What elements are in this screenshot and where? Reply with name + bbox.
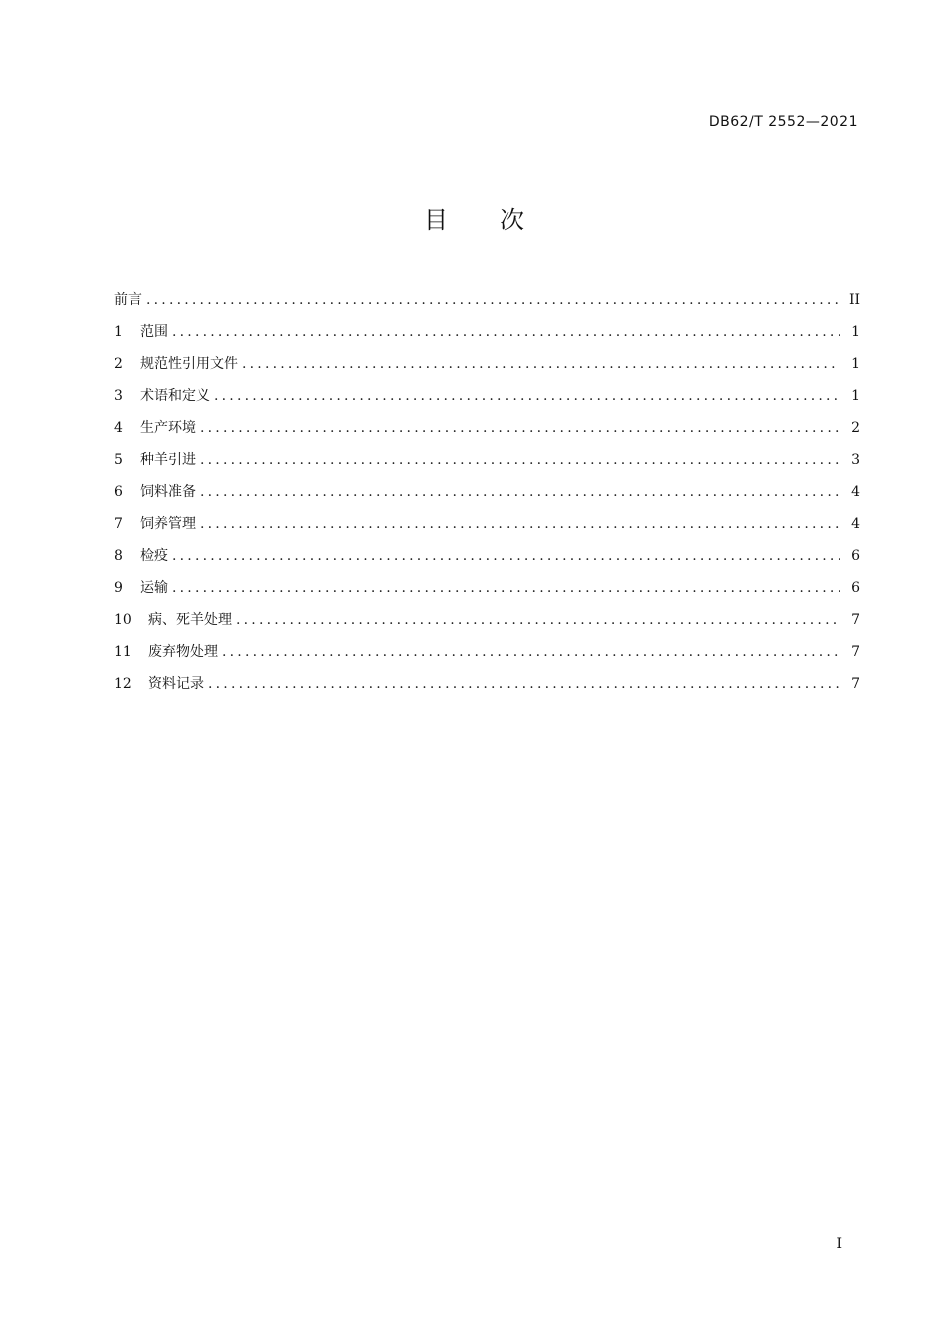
- toc-entry[interactable]: [114, 608, 860, 640]
- toc-entry-number: 7: [114, 516, 123, 532]
- toc-entry[interactable]: [114, 448, 860, 480]
- toc-entry-label: 运输: [140, 580, 168, 596]
- toc-entry-number: 12: [114, 676, 132, 692]
- toc-entry-page: 1: [851, 356, 860, 372]
- toc-entry-label: 种羊引进: [140, 452, 196, 468]
- toc-entry-number: 11: [114, 644, 132, 660]
- toc-entry-page: 6: [851, 548, 860, 564]
- toc-entry-page: II: [848, 292, 860, 308]
- page-title: [0, 200, 950, 235]
- toc-entry-label: 资料记录: [148, 676, 204, 692]
- toc-entry-label: 检疫: [140, 548, 168, 564]
- toc-entry[interactable]: [114, 320, 860, 352]
- toc-leader-dots: [200, 448, 840, 472]
- toc-leader-dots: [200, 416, 840, 440]
- toc-entry-number: 5: [114, 452, 123, 468]
- toc-entry-number: 2: [114, 356, 123, 372]
- toc-leader-dots: [146, 288, 840, 312]
- toc-entry-page: 1: [851, 324, 860, 340]
- toc-entry-page: 7: [851, 612, 860, 628]
- toc-leader-dots: [172, 544, 840, 568]
- toc-entry-number: 9: [114, 580, 123, 596]
- toc-entry-label: 范围: [140, 324, 168, 340]
- toc-entry-page: 4: [851, 516, 860, 532]
- table-of-contents: [114, 288, 860, 704]
- toc-entry-number: 6: [114, 484, 123, 500]
- toc-entry-number: 4: [114, 420, 123, 436]
- toc-entry[interactable]: [114, 512, 860, 544]
- toc-leader-dots: [172, 320, 840, 344]
- toc-entry-label: 废弃物处理: [148, 644, 218, 660]
- toc-entry-page: 6: [851, 580, 860, 596]
- toc-entry-label: 术语和定义: [140, 388, 210, 404]
- toc-entry[interactable]: [114, 544, 860, 576]
- toc-entry-number: 3: [114, 388, 123, 404]
- toc-entry-foreword[interactable]: [114, 288, 860, 320]
- toc-entry-label: 规范性引用文件: [140, 356, 238, 372]
- page-title-part1: 目: [424, 206, 450, 234]
- toc-entry-label: 生产环境: [140, 420, 196, 436]
- toc-leader-dots: [222, 640, 840, 664]
- toc-entry-page: 4: [851, 484, 860, 500]
- toc-entry[interactable]: [114, 576, 860, 608]
- toc-leader-dots: [172, 576, 840, 600]
- page-title-part2: 次: [500, 206, 526, 234]
- toc-entry[interactable]: [114, 416, 860, 448]
- toc-leader-dots: [242, 352, 840, 376]
- page-number: I: [836, 1236, 842, 1252]
- toc-entry-page: 3: [851, 452, 860, 468]
- toc-entry[interactable]: [114, 384, 860, 416]
- toc-entry-label: 病、死羊处理: [148, 612, 232, 628]
- toc-leader-dots: [200, 512, 840, 536]
- toc-leader-dots: [208, 672, 840, 696]
- toc-entry-number: 1: [114, 324, 123, 340]
- toc-entry-label: 饲料准备: [140, 484, 196, 500]
- toc-entry-page: 7: [851, 644, 860, 660]
- toc-entry-page: 1: [851, 388, 860, 404]
- toc-leader-dots: [214, 384, 840, 408]
- toc-entry-label: 前言: [114, 292, 142, 308]
- document-code: DB62/T 2552—2021: [708, 114, 858, 130]
- toc-entry[interactable]: [114, 480, 860, 512]
- toc-entry[interactable]: [114, 352, 860, 384]
- toc-entry-number: 10: [114, 612, 132, 628]
- toc-entry[interactable]: [114, 672, 860, 704]
- toc-entry[interactable]: [114, 640, 860, 672]
- toc-entry-number: 8: [114, 548, 123, 564]
- toc-entry-label: 饲养管理: [140, 516, 196, 532]
- toc-leader-dots: [236, 608, 840, 632]
- toc-entry-page: 2: [851, 420, 860, 436]
- toc-leader-dots: [200, 480, 840, 504]
- toc-entry-page: 7: [851, 676, 860, 692]
